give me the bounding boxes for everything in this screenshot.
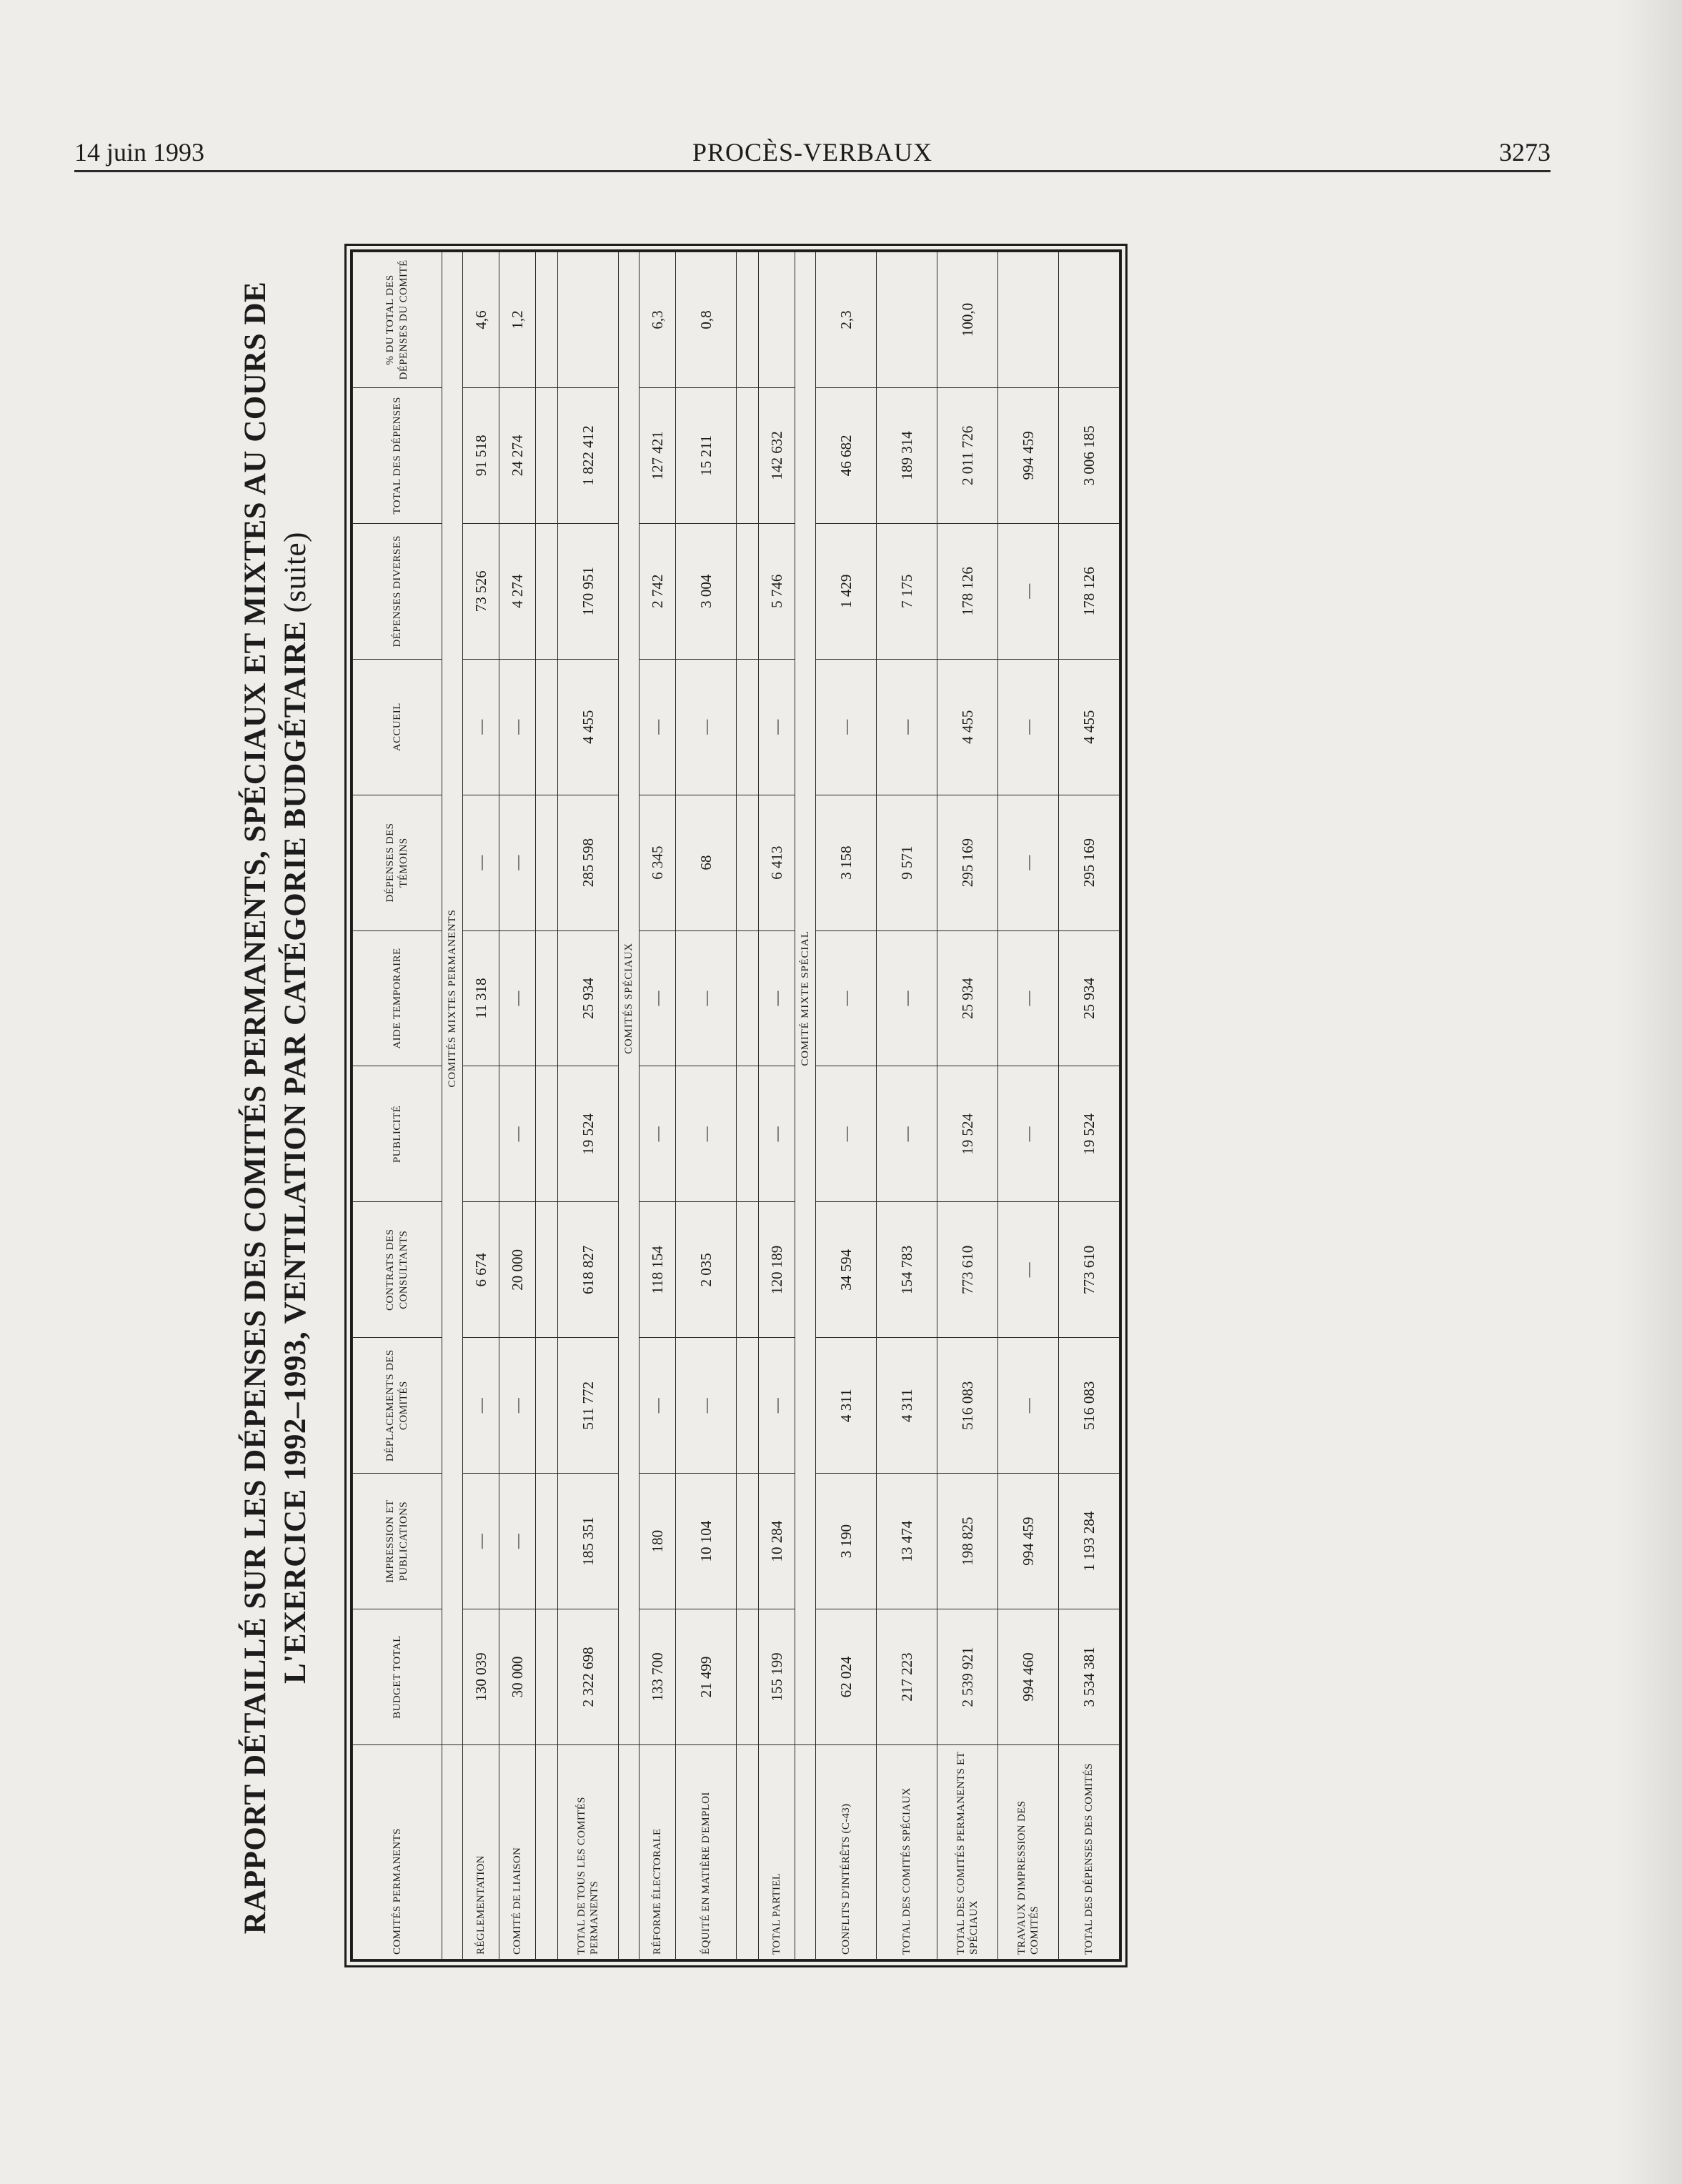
empty-cell bbox=[737, 1066, 759, 1202]
table-cell: 516 083 bbox=[1059, 1338, 1120, 1474]
table-cell: — bbox=[998, 1066, 1059, 1202]
table-cell: 7 175 bbox=[877, 523, 937, 659]
row-label: TOTAL PARTIEL bbox=[759, 1745, 795, 1960]
table-cell: 6 413 bbox=[759, 795, 795, 930]
table-cell: 1 429 bbox=[816, 523, 877, 659]
table-row bbox=[499, 252, 536, 1960]
table-cell: — bbox=[676, 930, 737, 1066]
section-label-cell bbox=[619, 1745, 640, 1960]
row-label: TOTAL DES COMITÉS PERMANENTS ET SPÉCIAUX bbox=[937, 1745, 998, 1960]
section-label-cell bbox=[795, 1745, 816, 1960]
table-cell: — bbox=[816, 659, 877, 795]
section-row bbox=[619, 252, 640, 1960]
table-cell: 154 783 bbox=[877, 1202, 937, 1338]
expense-table-frame bbox=[350, 249, 1122, 1962]
row-label: RÉFORME ÉLECTORALE bbox=[640, 1745, 676, 1960]
table-cell: — bbox=[877, 930, 937, 1066]
table-cell: 511 772 bbox=[558, 1338, 619, 1474]
table-cell: 100,0 bbox=[937, 252, 998, 388]
table-cell: — bbox=[759, 1066, 795, 1202]
column-header: % DU TOTAL DES DÉPENSES DU COMITÉ bbox=[353, 252, 442, 388]
section-heading: COMITÉS SPÉCIAUX bbox=[619, 252, 640, 1745]
table-cell: 25 934 bbox=[558, 930, 619, 1066]
table-cell: — bbox=[640, 1066, 676, 1202]
table-cell: — bbox=[640, 930, 676, 1066]
table-cell: — bbox=[998, 795, 1059, 930]
table-cell: 21 499 bbox=[676, 1609, 737, 1745]
table-cell: 3 158 bbox=[816, 795, 877, 930]
table-cell: — bbox=[463, 659, 499, 795]
table-cell: 68 bbox=[676, 795, 737, 930]
header-rule bbox=[74, 170, 1551, 172]
empty-cell bbox=[536, 387, 558, 523]
row-label: ÉQUITÉ EN MATIÈRE D'EMPLOI bbox=[676, 1745, 737, 1960]
row-label: TRAVAUX D'IMPRESSION DES COMITÉS bbox=[998, 1745, 1059, 1960]
column-header: TOTAL DES DÉPENSES bbox=[353, 387, 442, 523]
table-cell: 2 322 698 bbox=[558, 1609, 619, 1745]
column-header: IMPRESSION ET PUBLICATIONS bbox=[353, 1474, 442, 1609]
table-cell: 1 193 284 bbox=[1059, 1474, 1120, 1609]
empty-cell bbox=[737, 1609, 759, 1745]
title-line-2-main: L'EXERCICE 1992–1993, VENTILATION PAR CATÉGORIE BUDGÉTAIRE bbox=[279, 620, 312, 1684]
table-cell: 773 610 bbox=[937, 1202, 998, 1338]
row-label: RÉGLEMENTATION bbox=[463, 1745, 499, 1960]
column-header: AIDE TEMPORAIRE bbox=[353, 930, 442, 1066]
table-cell: 4 455 bbox=[1059, 659, 1120, 795]
row-label: CONFLITS D'INTÉRÊTS (C-43) bbox=[816, 1745, 877, 1960]
spacer-row bbox=[536, 252, 558, 1960]
table-cell: — bbox=[463, 1338, 499, 1474]
table-cell: — bbox=[998, 523, 1059, 659]
table-cell: 15 211 bbox=[676, 387, 737, 523]
table-cell: 198 825 bbox=[937, 1474, 998, 1609]
title-line-2 bbox=[276, 254, 316, 1962]
table-cell: — bbox=[499, 930, 536, 1066]
empty-cell bbox=[536, 1474, 558, 1609]
table-cell: 217 223 bbox=[877, 1609, 937, 1745]
table-cell: — bbox=[499, 1474, 536, 1609]
table-body bbox=[442, 252, 1120, 1960]
section-row bbox=[442, 252, 463, 1960]
table-row bbox=[676, 252, 737, 1960]
table-cell: 994 459 bbox=[998, 1474, 1059, 1609]
table-cell: — bbox=[499, 1066, 536, 1202]
table-cell: — bbox=[499, 659, 536, 795]
row-label: TOTAL DE TOUS LES COMITÉS PERMANENTS bbox=[558, 1745, 619, 1960]
table-cell: 1,2 bbox=[499, 252, 536, 388]
table-cell: — bbox=[499, 795, 536, 930]
column-header: CONTRATS DES CONSULTANTS bbox=[353, 1202, 442, 1338]
table-cell: 25 934 bbox=[1059, 930, 1120, 1066]
table-cell: 6 345 bbox=[640, 795, 676, 930]
table-cell: 30 000 bbox=[499, 1609, 536, 1745]
table-row bbox=[816, 252, 877, 1960]
table-cell: 6 674 bbox=[463, 1202, 499, 1338]
table-cell: 295 169 bbox=[1059, 795, 1120, 930]
empty-cell bbox=[536, 659, 558, 795]
table-cell: 0,8 bbox=[676, 252, 737, 388]
table-cell: — bbox=[676, 1338, 737, 1474]
empty-cell bbox=[737, 795, 759, 930]
column-header: BUDGET TOTAL bbox=[353, 1609, 442, 1745]
empty-cell bbox=[737, 930, 759, 1066]
table-cell: 516 083 bbox=[937, 1338, 998, 1474]
column-header: DÉPLACEMENTS DES COMITÉS bbox=[353, 1338, 442, 1474]
page-header bbox=[74, 137, 1551, 170]
table-cell: — bbox=[759, 930, 795, 1066]
rotated-report bbox=[236, 254, 1272, 1962]
table-row bbox=[558, 252, 619, 1960]
table-cell: 2 539 921 bbox=[937, 1609, 998, 1745]
table-row bbox=[998, 252, 1059, 1960]
header-page-number: 3273 bbox=[1499, 138, 1551, 167]
table-cell: 91 518 bbox=[463, 387, 499, 523]
page-edge-shadow bbox=[1618, 0, 1682, 2184]
table-cell: 4,6 bbox=[463, 252, 499, 388]
table-cell: 3 534 381 bbox=[1059, 1609, 1120, 1745]
title-line-1: RAPPORT DÉTAILLÉ SUR LES DÉPENSES DES COMITÉS PERMANENTS, SPÉCIAUX ET MIXTES AU COURS DE bbox=[239, 281, 272, 1935]
empty-cell bbox=[737, 659, 759, 795]
column-header: DÉPENSES DES TÉMOINS bbox=[353, 795, 442, 930]
table-cell: 155 199 bbox=[759, 1609, 795, 1745]
title-suite: (suite) bbox=[279, 532, 312, 613]
table-cell: 62 024 bbox=[816, 1609, 877, 1745]
table-cell: 3 190 bbox=[816, 1474, 877, 1609]
table-cell: 295 169 bbox=[937, 795, 998, 930]
table-cell: 46 682 bbox=[816, 387, 877, 523]
empty-cell bbox=[536, 930, 558, 1066]
row-label: COMITÉ DE LIAISON bbox=[499, 1745, 536, 1960]
empty-cell bbox=[737, 1474, 759, 1609]
table-cell: 4 311 bbox=[877, 1338, 937, 1474]
table-cell: 178 126 bbox=[937, 523, 998, 659]
table-cell: 118 154 bbox=[640, 1202, 676, 1338]
table-cell: 9 571 bbox=[877, 795, 937, 930]
table-cell: — bbox=[463, 1474, 499, 1609]
table-cell: 2 742 bbox=[640, 523, 676, 659]
table-cell: 1 822 412 bbox=[558, 387, 619, 523]
table-cell: 120 189 bbox=[759, 1202, 795, 1338]
table-cell: — bbox=[640, 659, 676, 795]
table-cell: 618 827 bbox=[558, 1202, 619, 1338]
table-cell: 34 594 bbox=[816, 1202, 877, 1338]
table-cell: — bbox=[816, 930, 877, 1066]
table-cell: — bbox=[676, 1066, 737, 1202]
section-heading: COMITÉ MIXTE SPÉCIAL bbox=[795, 252, 816, 1745]
table-cell bbox=[463, 1066, 499, 1202]
column-header: PUBLICITÉ bbox=[353, 1066, 442, 1202]
table-cell: 133 700 bbox=[640, 1609, 676, 1745]
table-cell: — bbox=[759, 1338, 795, 1474]
table-cell: 10 104 bbox=[676, 1474, 737, 1609]
table-cell: 4 455 bbox=[937, 659, 998, 795]
table-cell: 180 bbox=[640, 1474, 676, 1609]
empty-cell bbox=[737, 523, 759, 659]
table-cell: 2,3 bbox=[816, 252, 877, 388]
table-cell: 4 455 bbox=[558, 659, 619, 795]
table-cell: — bbox=[998, 1202, 1059, 1338]
table-cell: 5 746 bbox=[759, 523, 795, 659]
empty-cell bbox=[536, 523, 558, 659]
table-cell: 10 284 bbox=[759, 1474, 795, 1609]
table-cell: 130 039 bbox=[463, 1609, 499, 1745]
table-cell: — bbox=[877, 659, 937, 795]
table-cell: 19 524 bbox=[1059, 1066, 1120, 1202]
table-cell: 994 459 bbox=[998, 387, 1059, 523]
table-cell: — bbox=[998, 659, 1059, 795]
empty-cell bbox=[536, 1066, 558, 1202]
table-cell: 20 000 bbox=[499, 1202, 536, 1338]
table-cell: 19 524 bbox=[937, 1066, 998, 1202]
spacer-row bbox=[737, 252, 759, 1960]
table-cell: 2 011 726 bbox=[937, 387, 998, 523]
empty-cell bbox=[536, 1202, 558, 1338]
header-date: 14 juin 1993 bbox=[74, 138, 205, 167]
table-cell: 25 934 bbox=[937, 930, 998, 1066]
table-row bbox=[640, 252, 676, 1960]
table-row bbox=[759, 252, 795, 1960]
empty-cell bbox=[536, 1745, 558, 1960]
column-header: ACCUEIL bbox=[353, 659, 442, 795]
section-row bbox=[795, 252, 816, 1960]
table-row bbox=[877, 252, 937, 1960]
table-cell: — bbox=[998, 930, 1059, 1066]
table-cell: — bbox=[877, 1066, 937, 1202]
table-cell: 285 598 bbox=[558, 795, 619, 930]
table-cell bbox=[558, 252, 619, 388]
section-label-cell bbox=[442, 1745, 463, 1960]
table-cell: 73 526 bbox=[463, 523, 499, 659]
column-header: DÉPENSES DIVERSES bbox=[353, 523, 442, 659]
table-cell: 4 311 bbox=[816, 1338, 877, 1474]
table-row bbox=[1059, 252, 1120, 1960]
table-cell: 6,3 bbox=[640, 252, 676, 388]
table-header-row bbox=[353, 252, 442, 1960]
empty-cell bbox=[536, 795, 558, 930]
table-cell: 24 274 bbox=[499, 387, 536, 523]
table-cell bbox=[759, 252, 795, 388]
empty-cell bbox=[737, 1338, 759, 1474]
table-cell: 773 610 bbox=[1059, 1202, 1120, 1338]
table-cell: — bbox=[499, 1338, 536, 1474]
table-cell: — bbox=[640, 1338, 676, 1474]
table-cell: — bbox=[816, 1066, 877, 1202]
table-cell: 3 004 bbox=[676, 523, 737, 659]
table-cell: 4 274 bbox=[499, 523, 536, 659]
table-cell: 185 351 bbox=[558, 1474, 619, 1609]
report-title bbox=[236, 254, 343, 1962]
empty-cell bbox=[737, 1745, 759, 1960]
table-cell: — bbox=[998, 1338, 1059, 1474]
table-cell bbox=[877, 252, 937, 388]
table-cell: 142 632 bbox=[759, 387, 795, 523]
table-cell: — bbox=[759, 659, 795, 795]
table-cell: 13 474 bbox=[877, 1474, 937, 1609]
table-cell: 19 524 bbox=[558, 1066, 619, 1202]
table-cell: 170 951 bbox=[558, 523, 619, 659]
empty-cell bbox=[737, 387, 759, 523]
table-cell bbox=[998, 252, 1059, 388]
table-cell bbox=[1059, 252, 1120, 388]
table-cell: 3 006 185 bbox=[1059, 387, 1120, 523]
table-cell: — bbox=[676, 659, 737, 795]
empty-cell bbox=[536, 1609, 558, 1745]
table-cell: 11 318 bbox=[463, 930, 499, 1066]
table-cell: — bbox=[463, 795, 499, 930]
table-cell: 994 460 bbox=[998, 1609, 1059, 1745]
table-row bbox=[937, 252, 998, 1960]
table-cell: 127 421 bbox=[640, 387, 676, 523]
table-row bbox=[463, 252, 499, 1960]
empty-cell bbox=[536, 1338, 558, 1474]
row-label: TOTAL DES COMITÉS SPÉCIAUX bbox=[877, 1745, 937, 1960]
expense-table bbox=[352, 252, 1120, 1960]
table-cell: 189 314 bbox=[877, 387, 937, 523]
empty-cell bbox=[737, 1202, 759, 1338]
table-cell: 2 035 bbox=[676, 1202, 737, 1338]
row-label: TOTAL DES DÉPENSES DES COMITÉS bbox=[1059, 1745, 1120, 1960]
table-cell: 178 126 bbox=[1059, 523, 1120, 659]
column-header: COMITÉS PERMANENTS bbox=[353, 1745, 442, 1960]
header-section: PROCÈS-VERBAUX bbox=[692, 138, 933, 167]
empty-cell bbox=[737, 252, 759, 388]
empty-cell bbox=[536, 252, 558, 388]
section-heading: COMITÉS MIXTES PERMANENTS bbox=[442, 252, 463, 1745]
